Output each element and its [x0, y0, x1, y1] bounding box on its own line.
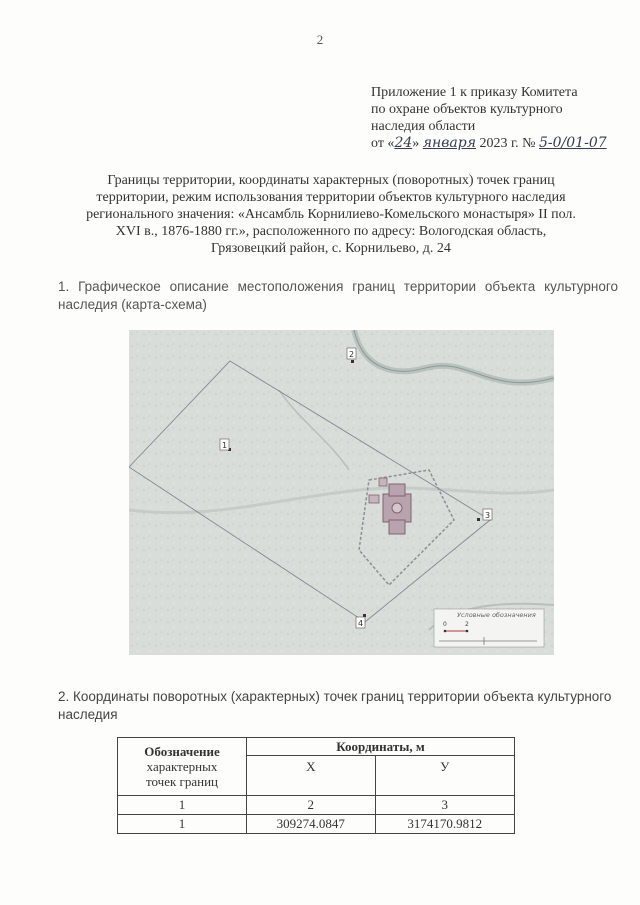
appendix-line-1: Приложение 1 к приказу Комитета [371, 85, 578, 100]
numbering-cell: 1 [118, 796, 247, 815]
header-coordinates: Координаты, м [247, 738, 515, 756]
handwritten-month: января [422, 135, 476, 151]
table-row [118, 815, 515, 834]
appendix-line-3: наследия области [371, 119, 476, 134]
point-label-2: 2 [349, 350, 355, 359]
title-line-2: территории, режим использования территории объектов культурного наследия [96, 190, 566, 205]
page-number: 2 [316, 32, 324, 47]
point-marker-2 [351, 360, 354, 363]
title-line-3: регионального значения: «Ансамбль Корнилиево-Комельского монастыря» II пол. [86, 207, 576, 222]
scale-label-2: 2 [465, 621, 469, 628]
header-name-line-2: характерных [146, 759, 218, 774]
handwritten-day: 24 [394, 135, 413, 151]
appendix-header [371, 84, 633, 152]
title-line-1: Границы территории, координаты характерных (поворотных) точек границ [107, 173, 555, 188]
point-marker-4 [363, 614, 366, 617]
legend-title: Условные обозначения [457, 611, 536, 619]
handwritten-order-number: 5-0/01-07 [539, 135, 607, 151]
header-name-line-1: Обозначение [144, 744, 220, 759]
section-1-heading: 1. Графическое описание местоположения границ территории объекта культурного наследия (карта-схема) [58, 279, 618, 312]
row-point: 1 [118, 815, 247, 834]
document-title [58, 172, 604, 257]
point-label-1: 1 [222, 441, 228, 450]
scale-label-0: 0 [443, 621, 447, 628]
map-legend [434, 609, 544, 647]
year-part: 2023 г. № [475, 136, 540, 151]
header-point-designation [118, 738, 247, 796]
title-line-4: XVI в., 1876-1880 гг.», расположенного по адресу: Вологодская область, [115, 224, 547, 239]
map-svg [129, 330, 554, 655]
header-name-line-3: точек границ [145, 774, 219, 789]
appendix-date-line [371, 135, 633, 152]
title-line-5: Грязовецкий район, с. Корнильево, д. 24 [211, 241, 451, 256]
date-prefix: от « [371, 136, 395, 151]
numbering-cell: 2 [247, 796, 376, 815]
small-building [369, 495, 379, 503]
section-2-heading: 2. Координаты поворотных (характерных) точек границ территории объекта культурного наследия [58, 689, 612, 722]
date-mid: » [412, 136, 423, 151]
numbering-cell: 3 [375, 796, 514, 815]
point-label-4: 4 [358, 619, 364, 628]
header-x: X [247, 756, 376, 796]
point-label-3: 3 [485, 511, 491, 520]
point-marker-3 [477, 518, 480, 521]
coordinates-table [117, 737, 515, 834]
small-building [379, 478, 387, 486]
row-y: 3174170.9812 [375, 815, 514, 834]
row-x: 309274.0847 [247, 815, 376, 834]
appendix-line-2: по охране объектов культурного [371, 102, 563, 117]
header-y: У [375, 756, 514, 796]
map-scheme [129, 330, 554, 655]
